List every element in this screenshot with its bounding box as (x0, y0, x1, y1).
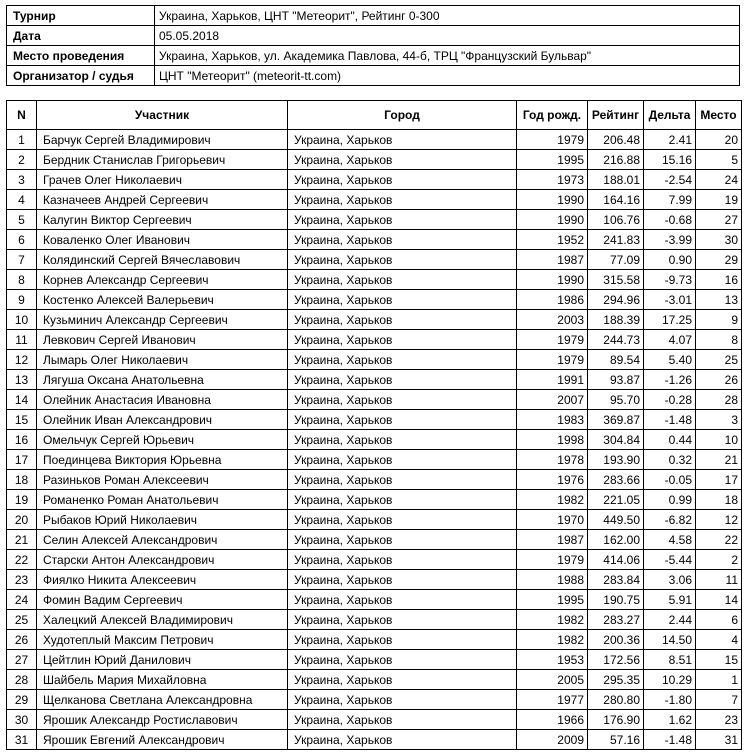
participant-cell: Цейтлин Юрий Данилович (37, 650, 288, 670)
birth-year-cell: 1970 (517, 510, 588, 530)
participant-cell: Ярошик Евгений Александрович (37, 730, 288, 750)
rating-cell: 449.50 (588, 510, 644, 530)
participant-cell: Романенко Роман Анатольевич (37, 490, 288, 510)
delta-cell: 15.16 (644, 150, 696, 170)
birth-year-cell: 2005 (517, 670, 588, 690)
info-label: Дата (7, 26, 155, 46)
birth-year-cell: 1966 (517, 710, 588, 730)
delta-cell: 7.99 (644, 190, 696, 210)
place-cell: 27 (696, 210, 742, 230)
birth-year-cell: 1973 (517, 170, 588, 190)
participant-cell: Омельчук Сергей Юрьевич (37, 430, 288, 450)
number-cell: 21 (7, 530, 37, 550)
place-cell: 16 (696, 270, 742, 290)
number-cell: 15 (7, 410, 37, 430)
place-cell: 3 (696, 410, 742, 430)
table-row (7, 650, 742, 670)
participant-cell: Лягуша Оксана Анатольевна (37, 370, 288, 390)
city-cell: Украина, Харьков (288, 710, 517, 730)
rating-cell: 294.96 (588, 290, 644, 310)
info-value: Украина, Харьков, ЦНТ "Метеорит", Рейтинг 0-300 (155, 6, 740, 26)
delta-cell: -1.80 (644, 690, 696, 710)
delta-cell: -3.99 (644, 230, 696, 250)
city-cell: Украина, Харьков (288, 210, 517, 230)
delta-cell: 5.40 (644, 350, 696, 370)
rating-cell: 283.66 (588, 470, 644, 490)
delta-cell: 0.32 (644, 450, 696, 470)
number-cell: 10 (7, 310, 37, 330)
rating-cell: 315.58 (588, 270, 644, 290)
place-cell: 6 (696, 610, 742, 630)
city-cell: Украина, Харьков (288, 730, 517, 750)
participant-cell: Бердник Станислав Григорьевич (37, 150, 288, 170)
table-row (7, 610, 742, 630)
city-cell: Украина, Харьков (288, 570, 517, 590)
birth-year-cell: 1982 (517, 610, 588, 630)
city-cell: Украина, Харьков (288, 190, 517, 210)
city-cell: Украина, Харьков (288, 550, 517, 570)
rating-cell: 244.73 (588, 330, 644, 350)
rating-cell: 216.88 (588, 150, 644, 170)
delta-cell: -0.28 (644, 390, 696, 410)
rating-cell: 190.75 (588, 590, 644, 610)
city-cell: Украина, Харьков (288, 130, 517, 150)
birth-year-cell: 1987 (517, 250, 588, 270)
place-cell: 2 (696, 550, 742, 570)
place-cell: 24 (696, 170, 742, 190)
birth-year-cell: 1991 (517, 370, 588, 390)
birth-year-cell: 1995 (517, 590, 588, 610)
number-cell: 29 (7, 690, 37, 710)
table-row (7, 550, 742, 570)
city-cell: Украина, Харьков (288, 510, 517, 530)
rating-cell: 283.27 (588, 610, 644, 630)
number-cell: 5 (7, 210, 37, 230)
place-cell: 9 (696, 310, 742, 330)
rating-cell: 188.01 (588, 170, 644, 190)
city-cell: Украина, Харьков (288, 310, 517, 330)
number-cell: 18 (7, 470, 37, 490)
birth-year-cell: 1979 (517, 130, 588, 150)
header-col-city: Город (288, 101, 517, 130)
city-cell: Украина, Харьков (288, 590, 517, 610)
info-value: 05.05.2018 (155, 26, 740, 46)
place-cell: 14 (696, 590, 742, 610)
table-row (7, 250, 742, 270)
place-cell: 25 (696, 350, 742, 370)
birth-year-cell: 1978 (517, 450, 588, 470)
number-cell: 1 (7, 130, 37, 150)
delta-cell: 2.44 (644, 610, 696, 630)
participant-cell: Щелканова Светлана Александровна (37, 690, 288, 710)
birth-year-cell: 1988 (517, 570, 588, 590)
city-cell: Украина, Харьков (288, 490, 517, 510)
place-cell: 10 (696, 430, 742, 450)
rating-cell: 106.76 (588, 210, 644, 230)
table-row (7, 290, 742, 310)
table-row (7, 310, 742, 330)
birth-year-cell: 1986 (517, 290, 588, 310)
rating-cell: 200.36 (588, 630, 644, 650)
participant-cell: Костенко Алексей Валерьевич (37, 290, 288, 310)
city-cell: Украина, Харьков (288, 610, 517, 630)
number-cell: 24 (7, 590, 37, 610)
number-cell: 26 (7, 630, 37, 650)
rating-cell: 89.54 (588, 350, 644, 370)
number-cell: 11 (7, 330, 37, 350)
place-cell: 28 (696, 390, 742, 410)
place-cell: 30 (696, 230, 742, 250)
participant-cell: Коваленко Олег Иванович (37, 230, 288, 250)
participant-cell: Ярошик Александр Ростиславович (37, 710, 288, 730)
table-row (7, 190, 742, 210)
place-cell: 7 (696, 690, 742, 710)
place-cell: 17 (696, 470, 742, 490)
birth-year-cell: 1976 (517, 470, 588, 490)
rating-cell: 304.84 (588, 430, 644, 450)
birth-year-cell: 2003 (517, 310, 588, 330)
birth-year-cell: 1979 (517, 350, 588, 370)
delta-cell: 1.62 (644, 710, 696, 730)
birth-year-cell: 1982 (517, 490, 588, 510)
birth-year-cell: 1979 (517, 550, 588, 570)
birth-year-cell: 2007 (517, 390, 588, 410)
table-row (7, 170, 742, 190)
table-row (7, 390, 742, 410)
city-cell: Украина, Харьков (288, 170, 517, 190)
results-table (6, 100, 742, 750)
number-cell: 4 (7, 190, 37, 210)
place-cell: 29 (696, 250, 742, 270)
place-cell: 31 (696, 730, 742, 750)
table-row (7, 670, 742, 690)
number-cell: 22 (7, 550, 37, 570)
number-cell: 13 (7, 370, 37, 390)
delta-cell: 14.50 (644, 630, 696, 650)
table-row (7, 370, 742, 390)
city-cell: Украина, Харьков (288, 370, 517, 390)
delta-cell: 4.07 (644, 330, 696, 350)
table-row (7, 450, 742, 470)
rating-cell: 77.09 (588, 250, 644, 270)
number-cell: 7 (7, 250, 37, 270)
participant-cell: Поединцева Виктория Юрьевна (37, 450, 288, 470)
participant-cell: Казначеев Андрей Сергеевич (37, 190, 288, 210)
participant-cell: Разиньков Роман Алексеевич (37, 470, 288, 490)
table-row (7, 430, 742, 450)
header-col-delta: Дельта (644, 101, 696, 130)
header-col-place: Место (696, 101, 742, 130)
rating-cell: 95.70 (588, 390, 644, 410)
rating-cell: 93.87 (588, 370, 644, 390)
participant-cell: Калугин Виктор Сергеевич (37, 210, 288, 230)
place-cell: 26 (696, 370, 742, 390)
city-cell: Украина, Харьков (288, 690, 517, 710)
birth-year-cell: 1990 (517, 190, 588, 210)
participant-cell: Корнев Александр Сергеевич (37, 270, 288, 290)
delta-cell: 17.25 (644, 310, 696, 330)
table-row (7, 630, 742, 650)
delta-cell: 8.51 (644, 650, 696, 670)
rating-cell: 283.84 (588, 570, 644, 590)
delta-cell: -3.01 (644, 290, 696, 310)
delta-cell: -2.54 (644, 170, 696, 190)
number-cell: 14 (7, 390, 37, 410)
place-cell: 11 (696, 570, 742, 590)
table-row (7, 490, 742, 510)
participant-cell: Барчук Сергей Владимирович (37, 130, 288, 150)
city-cell: Украина, Харьков (288, 670, 517, 690)
number-cell: 27 (7, 650, 37, 670)
participant-cell: Грачев Олег Николаевич (37, 170, 288, 190)
table-row (7, 270, 742, 290)
number-cell: 3 (7, 170, 37, 190)
city-cell: Украина, Харьков (288, 650, 517, 670)
delta-cell: 0.44 (644, 430, 696, 450)
number-cell: 6 (7, 230, 37, 250)
number-cell: 8 (7, 270, 37, 290)
info-row-tournament (7, 6, 740, 26)
table-row (7, 570, 742, 590)
table-row (7, 210, 742, 230)
place-cell: 8 (696, 330, 742, 350)
place-cell: 18 (696, 490, 742, 510)
place-cell: 21 (696, 450, 742, 470)
rating-cell: 57.16 (588, 730, 644, 750)
number-cell: 16 (7, 430, 37, 450)
city-cell: Украина, Харьков (288, 470, 517, 490)
birth-year-cell: 1995 (517, 150, 588, 170)
birth-year-cell: 1952 (517, 230, 588, 250)
delta-cell: 0.99 (644, 490, 696, 510)
delta-cell: -0.68 (644, 210, 696, 230)
city-cell: Украина, Харьков (288, 410, 517, 430)
delta-cell: -1.26 (644, 370, 696, 390)
rating-cell: 176.90 (588, 710, 644, 730)
rating-cell: 295.35 (588, 670, 644, 690)
participant-cell: Лымарь Олег Николаевич (37, 350, 288, 370)
place-cell: 1 (696, 670, 742, 690)
birth-year-cell: 1990 (517, 270, 588, 290)
rating-cell: 221.05 (588, 490, 644, 510)
place-cell: 15 (696, 650, 742, 670)
birth-year-cell: 1987 (517, 530, 588, 550)
participant-cell: Кузьминич Александр Сергеевич (37, 310, 288, 330)
table-row (7, 510, 742, 530)
table-row (7, 710, 742, 730)
birth-year-cell: 1990 (517, 210, 588, 230)
rating-cell: 241.83 (588, 230, 644, 250)
header-col-participant: Участник (37, 101, 288, 130)
tournament-info-table (6, 5, 740, 86)
table-row (7, 350, 742, 370)
city-cell: Украина, Харьков (288, 530, 517, 550)
delta-cell: 3.06 (644, 570, 696, 590)
place-cell: 19 (696, 190, 742, 210)
delta-cell: 5.91 (644, 590, 696, 610)
number-cell: 19 (7, 490, 37, 510)
header-col-birth-year: Год рожд. (517, 101, 588, 130)
city-cell: Украина, Харьков (288, 630, 517, 650)
city-cell: Украина, Харьков (288, 250, 517, 270)
place-cell: 4 (696, 630, 742, 650)
participant-cell: Колядинский Сергей Вячеславович (37, 250, 288, 270)
rating-cell: 206.48 (588, 130, 644, 150)
number-cell: 9 (7, 290, 37, 310)
rating-cell: 280.80 (588, 690, 644, 710)
participant-cell: Рыбаков Юрий Николаевич (37, 510, 288, 530)
participant-cell: Халецкий Алексей Владимирович (37, 610, 288, 630)
participant-cell: Худотеплый Максим Петрович (37, 630, 288, 650)
birth-year-cell: 2009 (517, 730, 588, 750)
table-row (7, 330, 742, 350)
participant-cell: Селин Алексей Александрович (37, 530, 288, 550)
table-row (7, 130, 742, 150)
delta-cell: 2.41 (644, 130, 696, 150)
rating-cell: 172.56 (588, 650, 644, 670)
delta-cell: 4.58 (644, 530, 696, 550)
results-header-row (7, 101, 742, 130)
header-col-rating: Рейтинг (588, 101, 644, 130)
table-row (7, 230, 742, 250)
place-cell: 13 (696, 290, 742, 310)
city-cell: Украина, Харьков (288, 150, 517, 170)
rating-cell: 414.06 (588, 550, 644, 570)
participant-cell: Олейник Анастасия Ивановна (37, 390, 288, 410)
participant-cell: Старски Антон Александрович (37, 550, 288, 570)
city-cell: Украина, Харьков (288, 330, 517, 350)
city-cell: Украина, Харьков (288, 450, 517, 470)
rating-cell: 164.16 (588, 190, 644, 210)
info-row-date (7, 26, 740, 46)
delta-cell: -5.44 (644, 550, 696, 570)
number-cell: 28 (7, 670, 37, 690)
table-row (7, 730, 742, 750)
info-value: ЦНТ "Метеорит" (meteorit-tt.com) (155, 66, 740, 86)
birth-year-cell: 1982 (517, 630, 588, 650)
table-row (7, 690, 742, 710)
table-row (7, 410, 742, 430)
delta-cell: 10.29 (644, 670, 696, 690)
participant-cell: Фиялко Никита Алексеевич (37, 570, 288, 590)
delta-cell: -1.48 (644, 730, 696, 750)
rating-cell: 188.39 (588, 310, 644, 330)
rating-cell: 369.87 (588, 410, 644, 430)
birth-year-cell: 1977 (517, 690, 588, 710)
info-row-venue (7, 46, 740, 66)
city-cell: Украина, Харьков (288, 270, 517, 290)
delta-cell: -1.48 (644, 410, 696, 430)
number-cell: 20 (7, 510, 37, 530)
delta-cell: -0.05 (644, 470, 696, 490)
city-cell: Украина, Харьков (288, 430, 517, 450)
table-row (7, 590, 742, 610)
info-row-organizer (7, 66, 740, 86)
info-label: Турнир (7, 6, 155, 26)
place-cell: 12 (696, 510, 742, 530)
number-cell: 17 (7, 450, 37, 470)
city-cell: Украина, Харьков (288, 230, 517, 250)
delta-cell: -6.82 (644, 510, 696, 530)
city-cell: Украина, Харьков (288, 290, 517, 310)
delta-cell: 0.90 (644, 250, 696, 270)
info-label: Место проведения (7, 46, 155, 66)
birth-year-cell: 1979 (517, 330, 588, 350)
participant-cell: Левкович Сергей Иванович (37, 330, 288, 350)
birth-year-cell: 1998 (517, 430, 588, 450)
participant-cell: Шайбель Мария Михайловна (37, 670, 288, 690)
number-cell: 2 (7, 150, 37, 170)
place-cell: 22 (696, 530, 742, 550)
place-cell: 20 (696, 130, 742, 150)
number-cell: 23 (7, 570, 37, 590)
birth-year-cell: 1953 (517, 650, 588, 670)
number-cell: 31 (7, 730, 37, 750)
number-cell: 12 (7, 350, 37, 370)
number-cell: 25 (7, 610, 37, 630)
city-cell: Украина, Харьков (288, 390, 517, 410)
rating-cell: 162.00 (588, 530, 644, 550)
participant-cell: Фомин Вадим Сергеевич (37, 590, 288, 610)
header-col-number: N (7, 101, 37, 130)
place-cell: 23 (696, 710, 742, 730)
participant-cell: Олейник Иван Александрович (37, 410, 288, 430)
table-row (7, 530, 742, 550)
birth-year-cell: 1983 (517, 410, 588, 430)
number-cell: 30 (7, 710, 37, 730)
table-row (7, 470, 742, 490)
rating-cell: 193.90 (588, 450, 644, 470)
city-cell: Украина, Харьков (288, 350, 517, 370)
delta-cell: -9.73 (644, 270, 696, 290)
info-value: Украина, Харьков, ул. Академика Павлова, 44-б, ТРЦ "Французский Бульвар" (155, 46, 740, 66)
place-cell: 5 (696, 150, 742, 170)
info-label: Организатор / судья (7, 66, 155, 86)
table-row (7, 150, 742, 170)
